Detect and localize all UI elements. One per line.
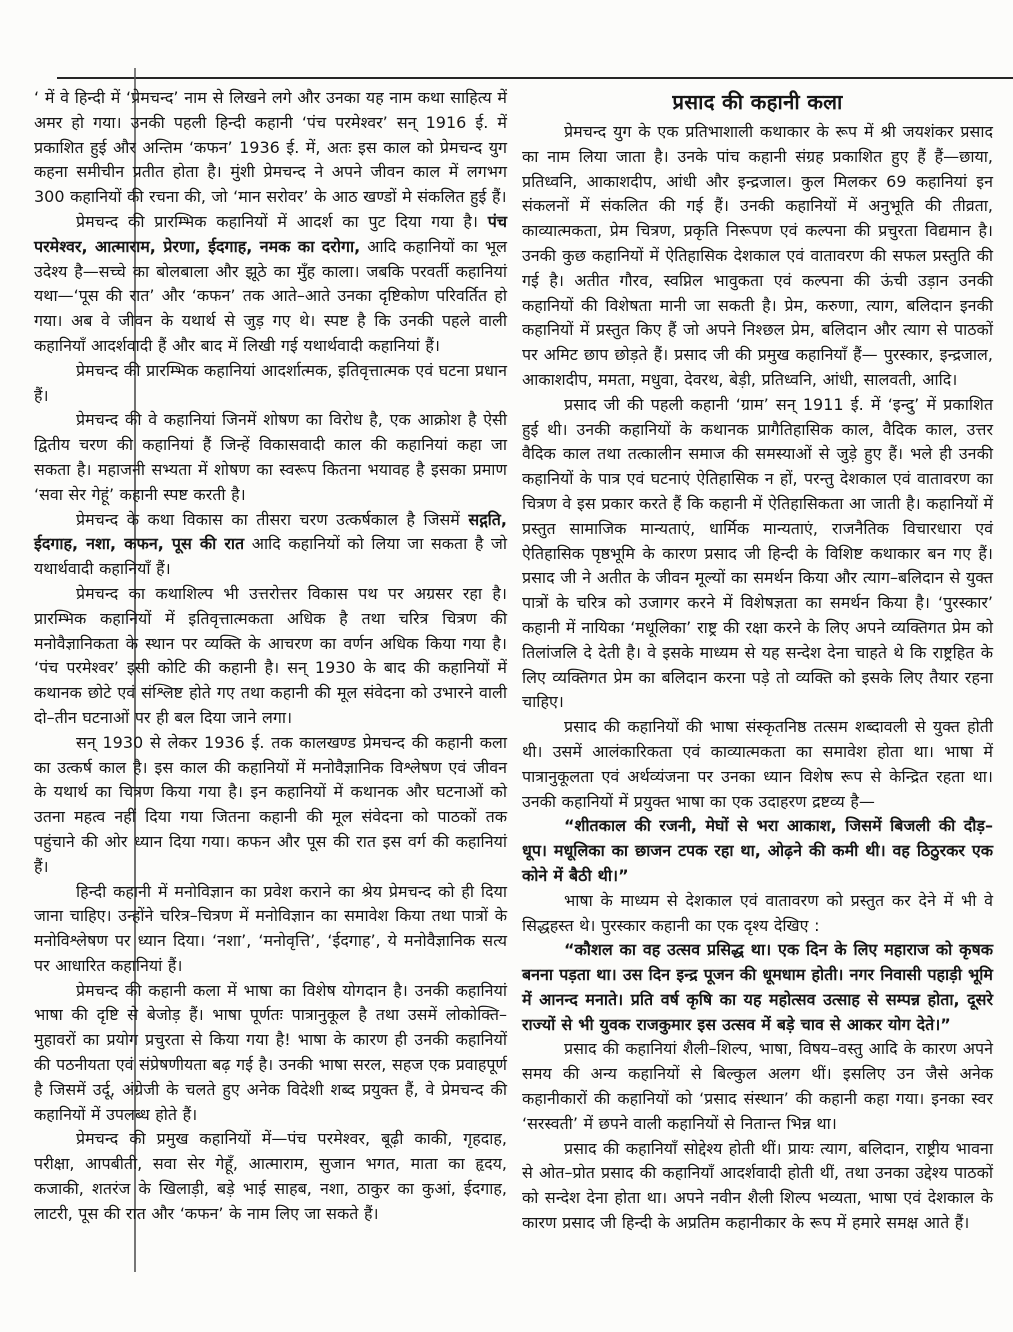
paragraph: [522, 393, 993, 715]
paragraph: [522, 1037, 993, 1136]
text-segment: प्रेमचन्द की प्रारम्भिक कहानियां आदर्शात्मक, इतिवृत्तात्मक एवं घटना प्रधान हैं।: [34, 360, 507, 405]
paragraph: [522, 814, 993, 888]
text-segment: प्रसाद की कहानियाँ सोद्देश्य होती थीं। प्रायः त्याग, बलिदान, राष्ट्रीय भावना से ओत–प्रोत प्रसाद की कहानियाँ आदर्शवादी होती थीं, तथा उनका उद्देश्य पाठकों को सन्देश देना होता था। अपने नवीन शैली शिल्प भव्यता, भाषा एवं देशकाल के कारण प्रसाद जी हिन्दी के अप्रतिम कहानीकार के रूप में हमारे समक्ष आते हैं।: [522, 1138, 993, 1233]
text-segment: हिन्दी कहानी में मनोविज्ञान का प्रवेश कराने का श्रेय प्रेमचन्द को ही दिया जाना चाहिए। उन्होंने चरित्र–चित्रण में मनोविज्ञान का समावेश किया तथा पात्रों के मनोविश्लेषण पर ध्यान दिया। ‘नशा’, ‘मनोवृत्ति’, ‘ईदगाह’, ये मनोवैज्ञानिक सत्य पर आधारित कहानियां हैं।: [34, 881, 507, 975]
text-segment: प्रेमचन्द की वे कहानियां जिनमें शोषण का विरोध है, एक आक्रोश है ऐसी द्वितीय चरण की कहानियां हैं जिन्हें विकासवादी काल की कहानियां कहा जा सकता है। महाजनी सभ्यता में शोषण का स्वरूप कितना भयावह है इसका प्रमाण ‘सवा सेर गेहूं’ कहानी स्पष्ट करती है।: [34, 410, 507, 504]
bold-text-segment: “कौशल का वह उत्सव प्रसिद्ध था। एक दिन के लिए महाराज को कृषक बनना पड़ता था। उस दिन इन्द्र पूजन की धूमधाम होती। नगर निवासी पहाड़ी भूमि में आनन्द मनाते। प्रति वर्ष कृषि का यह महोत्सव उत्साह से सम्पन्न होता, दूसरे राज्यों से भी युवक राजकुमार इस उत्सव में बड़े चाव से आकर योग देते।”: [522, 940, 993, 1034]
bold-text-segment: सद्गति, ईदगाह, नशा, कफन, पूस की रात: [34, 509, 507, 554]
paragraph: [34, 508, 507, 582]
section-heading: प्रसाद की कहानी कला: [672, 90, 843, 114]
paragraph: [522, 1137, 993, 1236]
paragraph: [522, 120, 993, 393]
paragraph: [522, 889, 993, 939]
text-segment: आदि कहानियों का भूल उदेश्य है—सच्चे का बोलबाला और झूठे का मुँह काला। जबकि परवर्ती कहानियां यथा—‘पूस की रात’ और ‘कफन’ तक आते–आते उनका दृष्टिकोण परिवर्तित हो गया। अब वे जीवन के यथार्थ से जुड़ गए थे। स्पष्ट है कि उनकी पहले वाली कहानियाँ आदर्शवादी हैं और बाद में लिखी गई यथार्थवादी कहानियां हैं।: [34, 236, 507, 355]
text-segment: सन् 1930 से लेकर 1936 ई. तक कालखण्ड प्रेमचन्द की कहानी कला का उत्कर्ष काल है। इस काल की कहानियों में मनोवैज्ञानिक विश्लेषण एवं जीवन के यथार्थ का चित्रण किया गया है। इन कहानियों में कथानक और घटनाओं को उतना महत्व नहीं दिया गया जितना कहानी की मूल संवेदना को पाठकों तक पहुंचाने की ओर ध्यान दिया गया। कफन और पूस की रात इस वर्ग की कहानियां हैं।: [34, 732, 507, 876]
bold-text-segment: “शीतकाल की रजनी, मेघों से भरा आकाश, जिसमें बिजली की दौड़–धूप। मधूलिका का छाजन टपक रहा था, ओढ़ने की कमी थी। वह ठिठुरकर एक कोने में बैठी थी।”: [522, 816, 993, 885]
right-column: [522, 86, 993, 1236]
paragraph: [34, 1127, 507, 1226]
text-segment: प्रेमचन्द के कथा विकास का तीसरा चरण उत्कर्षकाल है जिसमें: [76, 509, 469, 529]
page-top-rule: [57, 77, 1013, 79]
paragraph: [522, 715, 993, 814]
right-column-body: [522, 120, 993, 1236]
paragraph: [522, 938, 993, 1037]
text-segment: प्रेमचन्द की कहानी कला में भाषा का विशेष योगदान है। उनकी कहानियां भाषा की दृष्टि से बेजोड़ हैं। भाषा पूर्णतः पात्रानुकूल है तथा उसमें लोकोक्ति–मुहावरों का प्रयोग प्रचुरता से किया गया है! भाषा के कारण ही उनकी कहानियों की पठनीयता एवं संप्रेषणीयता बढ़ गई है। उनकी भाषा सरल, सहज एक प्रवाहपूर्ण है जिसमें उर्दू, अंग्रेजी के चलते हुए अनेक विदेशी शब्द प्रयुक्त हैं, वे प्रेमचन्द की कहानियों में उपलब्ध होते हैं।: [34, 980, 507, 1124]
paragraph: [34, 880, 507, 979]
text-segment: आदि कहानियों को लिया जा सकता है जो यथार्थवादी कहानियाँ हैं।: [34, 534, 508, 579]
paragraph: [34, 86, 507, 210]
text-segment: भाषा के माध्यम से देशकाल एवं वातावरण को प्रस्तुत कर देने में भी वे सिद्धहस्त थे। पुरस्कार कहानी का एक दृश्य देखिए :: [522, 890, 993, 935]
paragraph: [34, 979, 507, 1128]
paragraph: [34, 731, 507, 880]
bold-text-segment: पंच परमेश्वर, आत्माराम, प्रेरणा, ईदगाह, नमक का दरोगा,: [34, 211, 507, 256]
text-segment: प्रेमचन्द युग के एक प्रतिभाशाली कथाकार के रूप में श्री जयशंकर प्रसाद का नाम लिया जाता है। उनके पांच कहानी संग्रह प्रकाशित हुए हैं हैं—छाया, प्रतिध्वनि, आकाशदीप, आंधी और इन्द्रजाल। कुल मिलकर 69 कहानियां इन संकलनों में संकलित की गई हैं। उनकी कहानियों में अनुभूति की तीव्रता, काव्यात्मकता, प्रेम चित्रण, प्रकृति निरूपण एवं कल्पना की प्रचुरता विद्यमान है। उनकी कुछ कहानियों में ऐतिहासिक देशकाल एवं वातावरण की सफल प्रस्तुति की गई है। अतीत गौरव, स्वप्निल भावुकता एवं कल्पना की ऊंची उड़ान उनकी कहानियों की विशेषता मानी जा सकती है। प्रेम, करुणा, त्याग, बलिदान इनकी कहानियों में प्रस्तुत किए हैं जो अपने निश्छल प्रेम, बलिदान और त्याग से पाठकों पर अमिट छाप छोड़ते हैं। प्रसाद जी की प्रमुख कहानियाँ हैं— पुरस्कार, इन्द्रजाल, आकाशदीप, ममता, मधुवा, देवरथ, बेड़ी, प्रतिध्वनि, आंधी, सालवती, आदि।: [522, 122, 993, 389]
text-segment: प्रेमचन्द का कथाशिल्प भी उत्तरोत्तर विकास पथ पर अग्रसर रहा है। प्रारम्भिक कहानियों में इतिवृत्तात्मकता अधिक है तथा चरित्र चित्रण की मनोवैज्ञानिकता के स्थान पर व्यक्ति के आचरण का वर्णन अधिक किया गया है। ‘पंच परमेश्वर’ इसी कोटि की कहानी है। सन् 1930 के बाद की कहानियों में कथानक छोटे एवं संश्लिष्ट होते गए तथा कहानी की मूल संवेदना को उभारने वाली दो–तीन घटनाओं पर ही बल दिया जाने लगा।: [34, 583, 507, 727]
text-segment: ‘ में वे हिन्दी में ‘प्रेमचन्द’ नाम से लिखने लगे और उनका यह नाम कथा साहित्य में अमर हो गया। उनकी पहली हिन्दी कहानी ‘पंच परमेश्वर’ सन् 1916 ई. में प्रकाशित हुई और अन्तिम ‘कफन’ 1936 ई. में, अतः इस काल को प्रेमचन्द युग कहना समीचीन प्रतीत होता है। मुंशी प्रेमचन्द ने अपने जीवन काल में लगभग 300 कहानियों की रचना की, जो ‘मान सरोवर’ के आठ खण्डों मे संकलित हुई हैं।: [34, 88, 507, 207]
text-segment: प्रसाद जी की पहली कहानी ‘ग्राम’ सन् 1911 ई. में ‘इन्दु’ में प्रकाशित हुई थी। उनकी कहानियों के कथानक प्रागैतिहासिक काल, वैदिक काल, उत्तर वैदिक काल तथा तत्कालीन समाज की समस्याओं से जुड़े हुए हैं। भले ही उनकी कहानियों के पात्र एवं घटनाएं ऐतिहासिक न हों, परन्तु देशकाल एवं वातावरण का चित्रण वे इस प्रकार करते हैं कि कहानी में ऐतिहासिकता आ जाती है। कहानियों में प्रस्तुत सामाजिक मान्यताएं, धार्मिक मान्यताएं, राजनैतिक विचारधारा एवं ऐतिहासिक पृष्ठभूमि के कारण प्रसाद जी हिन्दी के विशिष्ट कथाकार बन गए हैं। प्रसाद जी ने अतीत के जीवन मूल्यों का समर्थन किया और त्याग–बलिदान से युक्त पात्रों के चरित्र को उजागर करने में विशेषज्ञता का समर्थन किया है। ‘पुरस्कार’ कहानी में नायिका ‘मधूलिका’ राष्ट्र की रक्षा करने के लिए अपने व्यक्तिगत प्रेम को तिलांजलि दे देती है। वे इसके माध्यम से यह सन्देश देना चाहते थे कि राष्ट्रहित के लिए व्यक्तिगत प्रेम का बलिदान करना पड़े तो व्यक्ति को इसके लिए तैयार रहना चाहिए।: [522, 394, 993, 712]
paragraph: [34, 210, 507, 359]
paragraph: [34, 408, 507, 507]
paragraph: [34, 359, 507, 409]
text-segment: प्रेमचन्द की प्रारम्भिक कहानियों में आदर्श का पुट दिया गया है।: [76, 211, 488, 231]
text-segment: प्रसाद की कहानियां शैली–शिल्प, भाषा, विषय–वस्तु आदि के कारण अपने समय की अन्य कहानियों से बिल्कुल अलग थीं। इसलिए उन जैसे अनेक कहानीकारों की कहानियों को ‘प्रसाद संस्थान’ की कहानी कहा गया। इनका स्वर ‘सरस्वती’ में छपने वाली कहानियों से नितान्त भिन्न था।: [522, 1039, 993, 1133]
paragraph: [34, 582, 507, 731]
text-segment: प्रेमचन्द की प्रमुख कहानियों में—पंच परमेश्वर, बूढ़ी काकी, गृहदाह, परीक्षा, आपबीती, सवा सेर गेहूँ, आत्माराम, सुजान भगत, माता का हृदय, कजाकी, शतरंज के खिलाड़ी, बड़े भाई साहब, नशा, ठाकुर का कुआं, ईदगाह, लाटरी, पूस की रात और ‘कफन’ के नाम लिए जा सकते हैं।: [34, 1129, 507, 1223]
left-column: [34, 86, 507, 1227]
text-segment: प्रसाद की कहानियों की भाषा संस्कृतनिष्ठ तत्सम शब्दावली से युक्त होती थी। उसमें आलंकारिकता एवं काव्यात्मकता का समावेश होता था। भाषा में पात्रानुकूलता एवं अर्थव्यंजना पर उनका ध्यान विशेष रूप से केन्द्रित रहता था। उनकी कहानियों में प्रयुक्त भाषा का एक उदाहरण द्रष्टव्य है—: [522, 717, 993, 811]
